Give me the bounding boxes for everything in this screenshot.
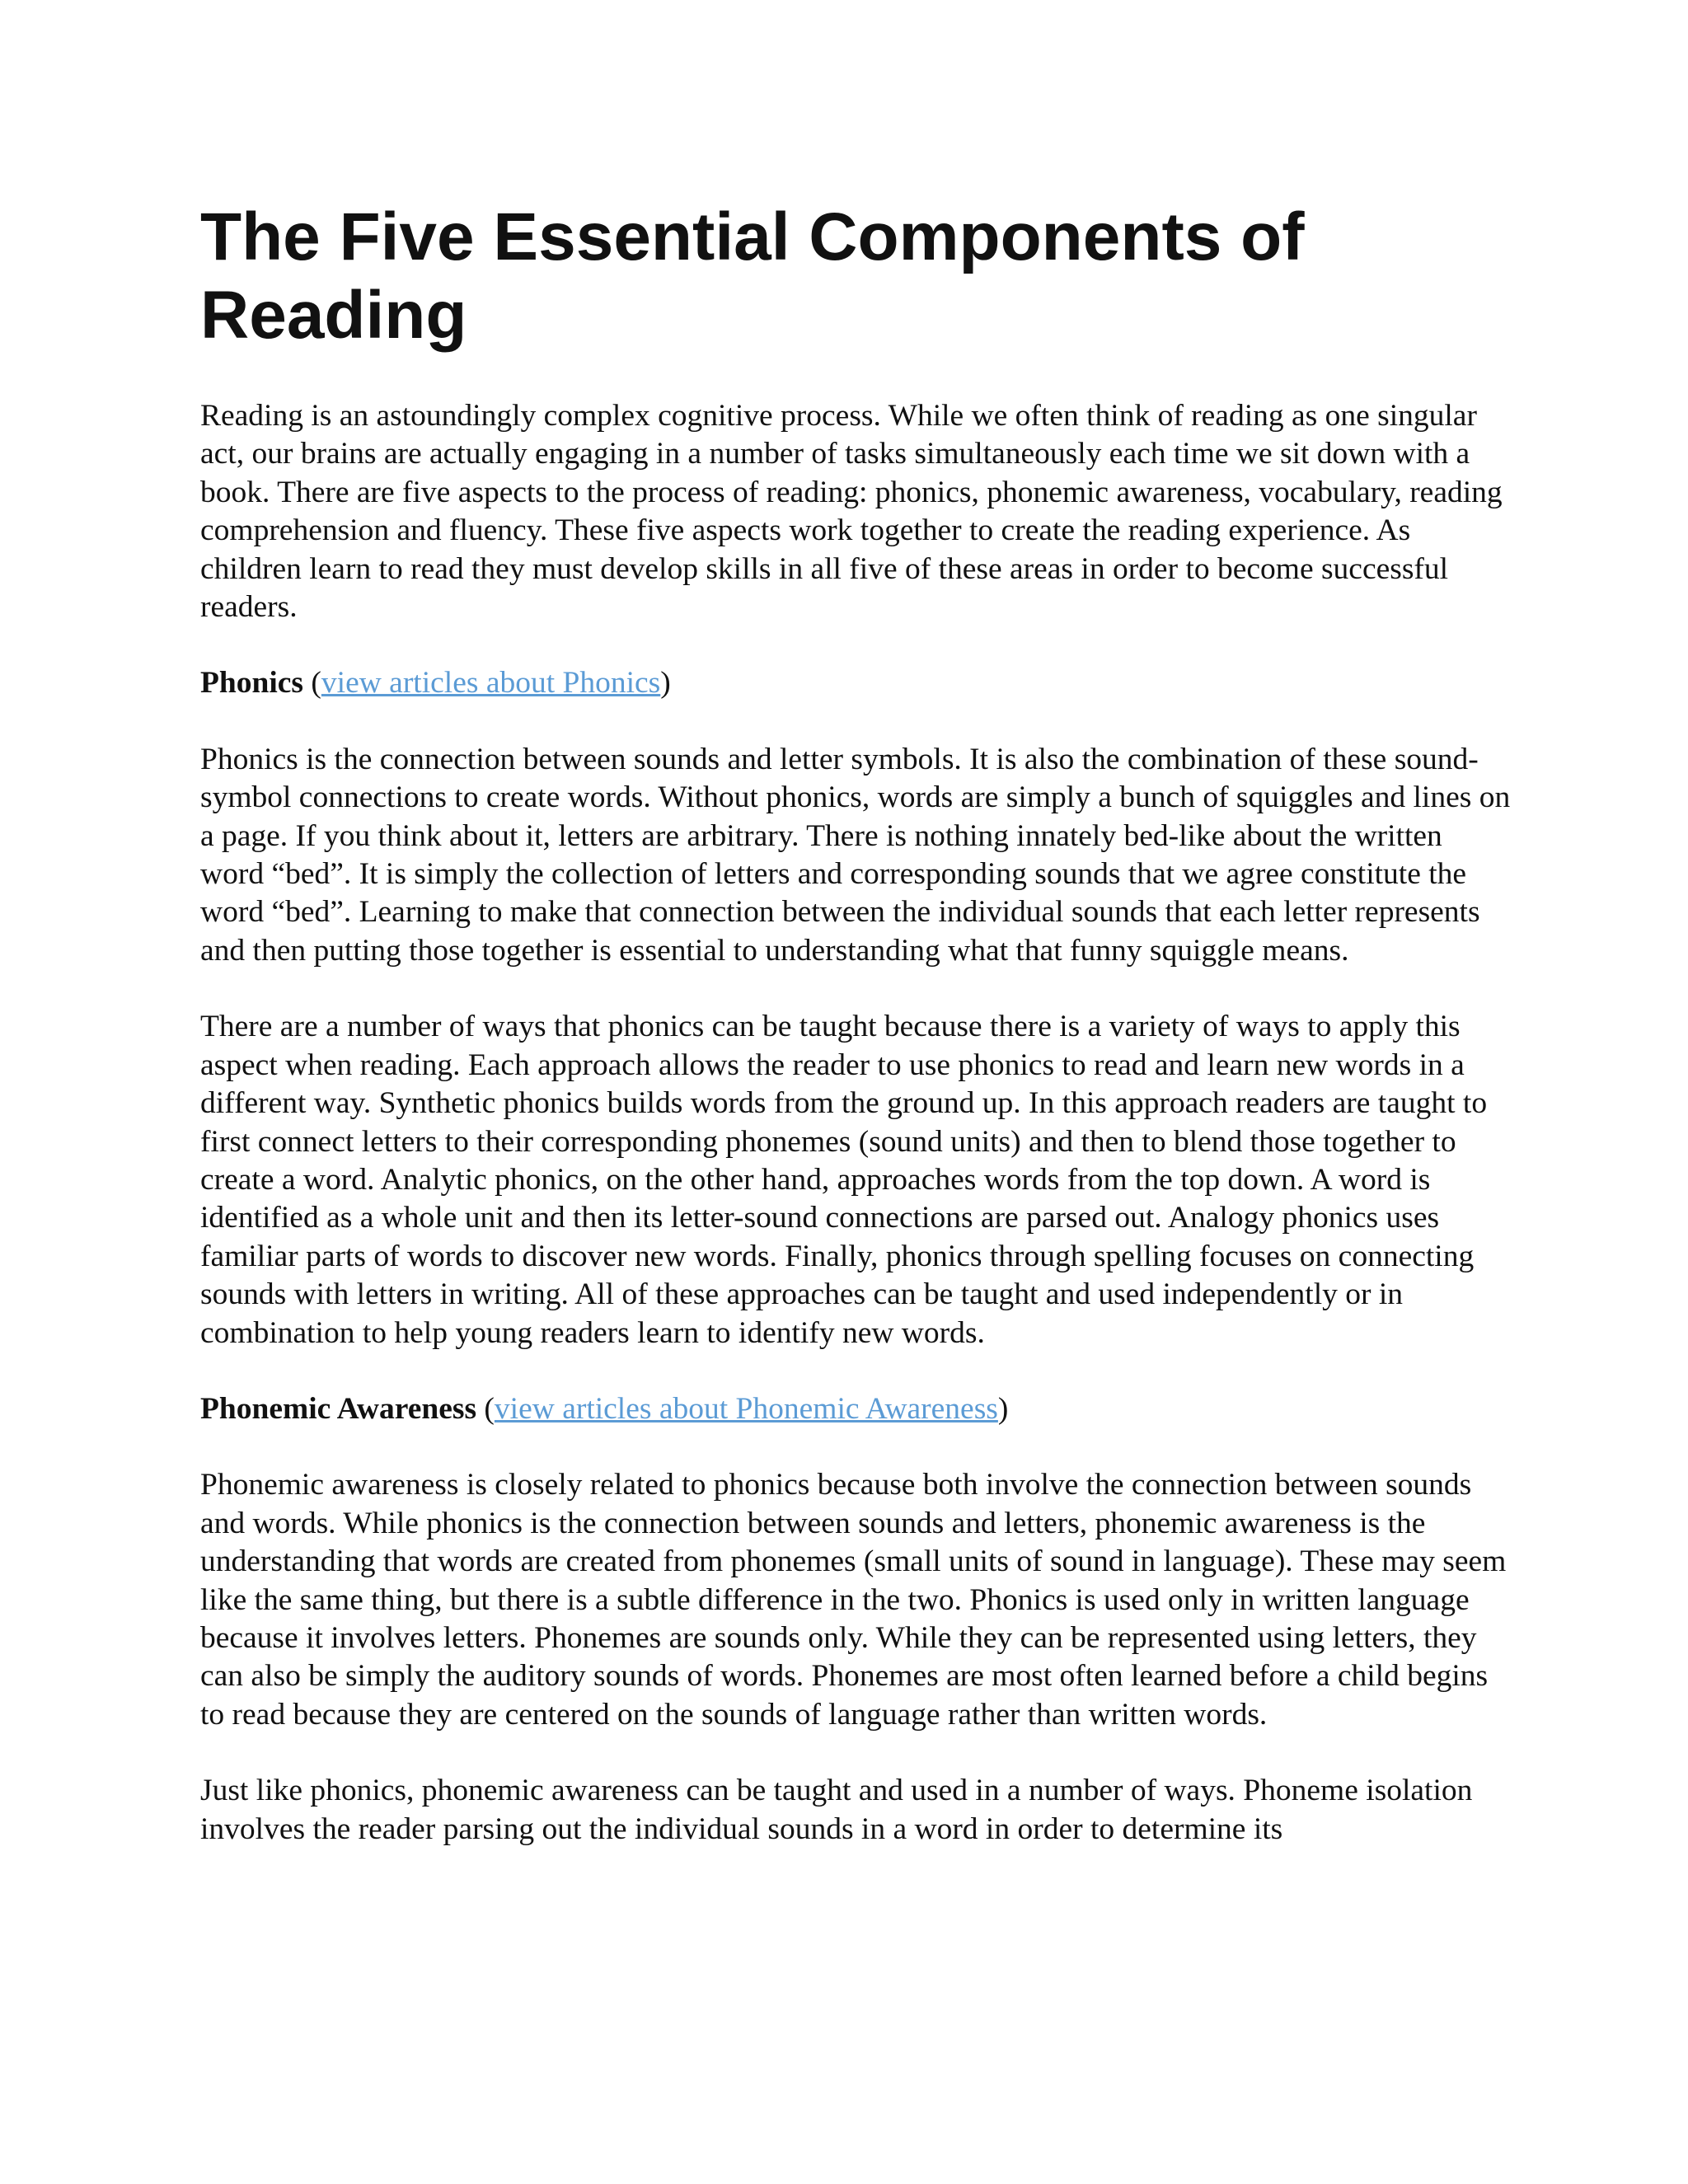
phonemic-awareness-paragraph-1: Phonemic awareness is closely related to phonics because both involve the connection between sounds and words. While phonics is the connection between sounds and letters, phonemic awareness is the understanding that words are created from phonemes (small units of sound in language). These may seem like the same thing, but there is a subtle difference in the two. Phonics is used only in written language because it involves letters. Phonemes are sounds only. While they can be represented using letters, they can also be simply the auditory sounds of words. Phonemes are most often learned before a child begins to read because they are centered on the sounds of language rather than written words. [200, 1468, 1507, 1732]
section-heading-phonemic-awareness: Phonemic Awareness (view articles about Phonemic Awareness) [200, 1391, 1009, 1426]
link-view-articles-phonics[interactable]: view articles about Phonics [321, 666, 661, 701]
page-title: The Five Essential Components of Reading [200, 199, 1305, 353]
phonics-paragraph-1: Phonics is the connection between sounds and letter symbols. It is also the combination of these sound-symbol connections to create words. Without phonics, words are simply a bunch of squiggles and lines on a page. If you think about it, letters are arbitrary. There is nothing innately bed-like about the written word “bed”. It is simply the collection of letters and corresponding sounds that we agree constitute the word “bed”. Learning to make that connection between the individual sounds that each letter represents and then putting those together is essential to understanding what that funny squiggle means. [200, 742, 1511, 968]
intro-paragraph: Reading is an astoundingly complex cognitive process. While we often think of reading as one singular act, our brains are actually engaging in a number of tasks simultaneously each time we sit down with a book. There are five aspects to the process of reading: phonics, phonemic awareness, vocabulary, reading comprehension and fluency. These five aspects work together to create the reading experience. As children learn to read they must develop skills in all five of these areas in order to become successful readers. [200, 399, 1503, 625]
phonics-paragraph-2: There are a number of ways that phonics can be taught because there is a variety of ways to apply this aspect when reading. Each approach allows the reader to use phonics to read and learn new words in a different way. Synthetic phonics builds words from the ground up. In this approach readers are taught to first connect letters to their corresponding phonemes (sound units) and then to blend those together to create a word. Analytic phonics, on the other hand, approaches words from the top down. A word is identified as a whole unit and then its letter-sound connections are parsed out. Analogy phonics uses familiar parts of words to discover new words. Finally, phonics through spelling focuses on connecting sounds with letters in writing. All of these approaches can be taught and used independently or in combination to help young readers learn to identify new words. [200, 1010, 1488, 1350]
document-page [200, 198, 1511, 1886]
section-title-phonics: Phonics [200, 666, 304, 701]
section-heading-phonics: Phonics (view articles about Phonics) [200, 666, 671, 701]
section-title-phonemic-awareness: Phonemic Awareness [200, 1391, 477, 1426]
phonemic-awareness-paragraph-2: Just like phonics, phonemic awareness can be taught and used in a number of ways. Phoneme isolation involves the reader parsing out the individual sounds in a word in order to determine its [200, 1774, 1473, 1846]
link-view-articles-phonemic-awareness[interactable]: view articles about Phonemic Awareness [494, 1391, 998, 1426]
